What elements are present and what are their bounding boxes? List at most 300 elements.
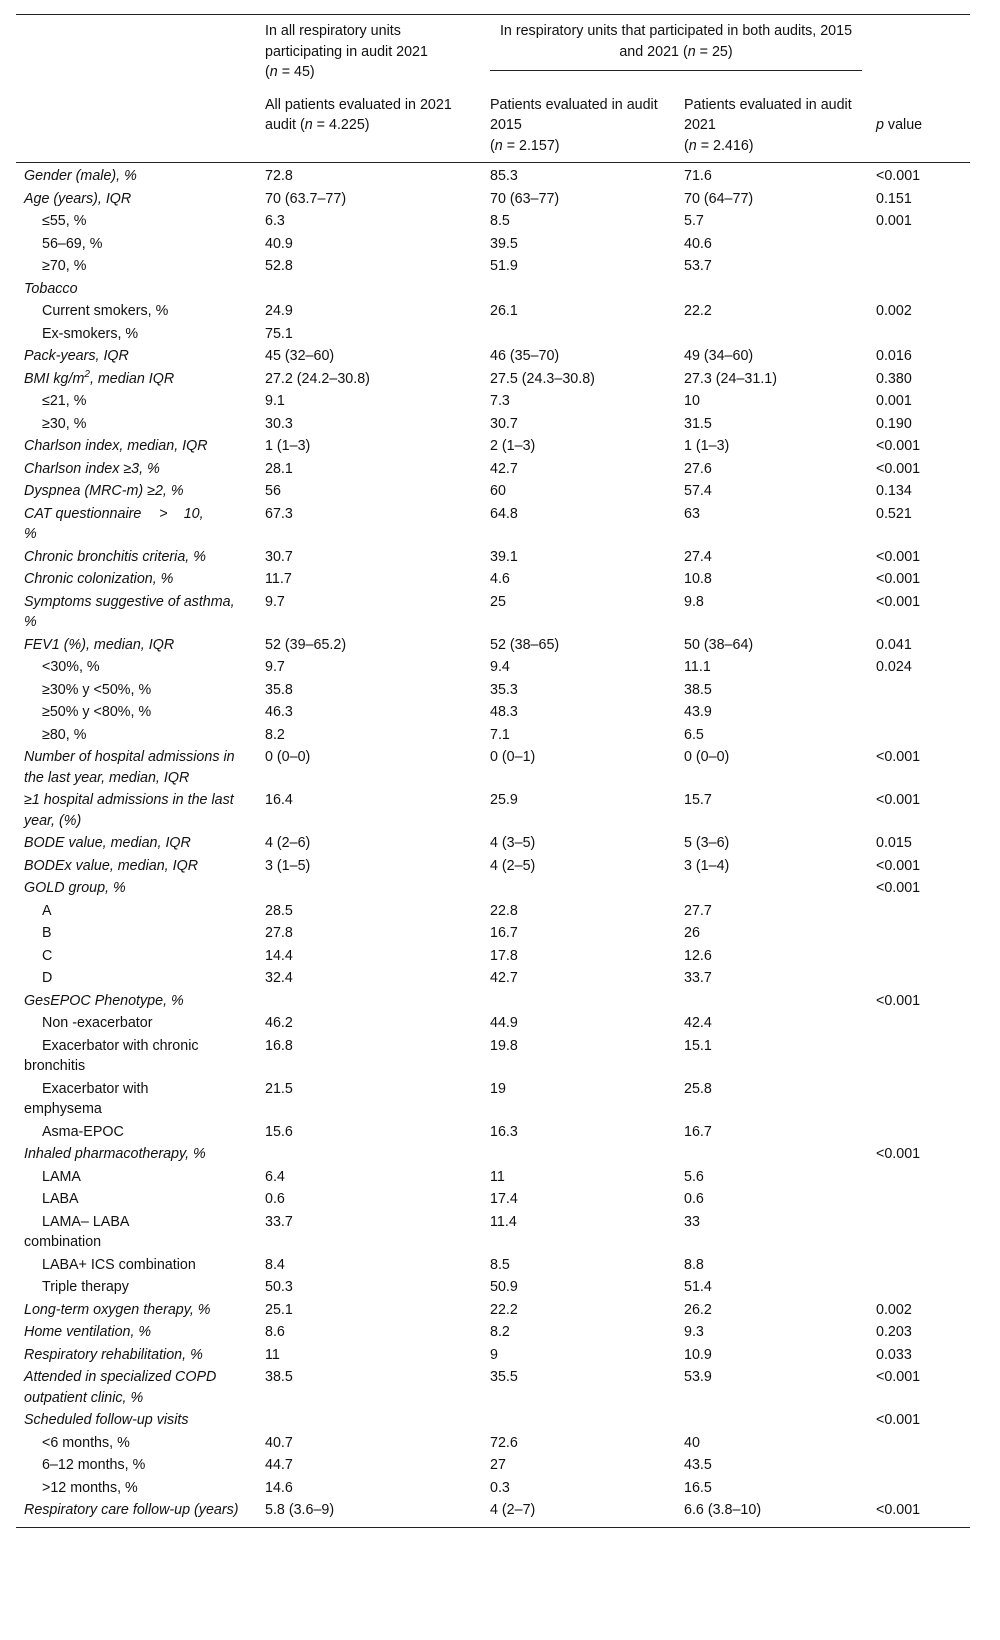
p-value: <0.001	[876, 460, 921, 477]
value-all-2021	[257, 1143, 482, 1166]
table-row	[16, 877, 970, 900]
value-audit-2021: 27.4	[684, 548, 712, 565]
p-value	[868, 1012, 970, 1035]
label-part: Exacerbator with	[42, 1080, 149, 1097]
value-audit-2021: 10	[684, 393, 700, 409]
value-audit-2015: 16.7	[490, 925, 518, 941]
table-row	[16, 746, 970, 789]
value-audit-2021: 6.5	[684, 726, 704, 743]
header-n-italic: n	[269, 64, 278, 80]
row-label: ≥70, %	[42, 258, 87, 274]
table-row	[16, 323, 970, 346]
value-audit-2015: 4 (3–5)	[490, 835, 536, 851]
row-label: Scheduled follow-up visits	[24, 1412, 189, 1428]
value-all-2021: 72.8	[265, 168, 293, 184]
row-label: GesEPOC Phenotype, %	[24, 992, 184, 1009]
table-header	[16, 15, 970, 163]
value-audit-2021: 26	[684, 925, 700, 941]
table-row	[16, 990, 970, 1013]
value-audit-2021: 0.6	[684, 1191, 704, 1207]
p-value: <0.001	[876, 880, 921, 896]
value-all-2021: 14.6	[265, 1479, 293, 1496]
value-audit-2015: 7.1	[490, 726, 510, 743]
table-row	[16, 789, 970, 832]
row-label	[16, 1078, 257, 1121]
value-all-2021: 16.4	[265, 792, 293, 808]
row-label: Charlson index, median, IQR	[24, 438, 208, 454]
p-value	[868, 1121, 970, 1144]
value-all-2021: 45 (32–60)	[265, 348, 335, 364]
table-row	[16, 1454, 970, 1477]
p-value	[868, 255, 970, 278]
table-row	[16, 591, 970, 634]
value-all-2021	[257, 877, 482, 900]
value-audit-2021: 9.3	[684, 1324, 704, 1340]
value-audit-2015	[482, 1409, 676, 1432]
value-all-2021: 38.5	[265, 1369, 293, 1385]
table-row	[16, 368, 970, 391]
header-paren: (	[265, 64, 270, 80]
value-audit-2021: 53.9	[684, 1369, 712, 1385]
p-value	[868, 701, 970, 724]
header-n-value: = 45)	[277, 64, 315, 80]
row-label: Chronic bronchitis criteria, %	[24, 548, 206, 565]
value-all-2021: 30.3	[265, 415, 293, 432]
value-audit-2015: 9.4	[490, 659, 510, 675]
table-row	[16, 634, 970, 657]
row-label: Dyspnea (MRC-m) ≥2, %	[24, 483, 184, 499]
value-audit-2015	[482, 877, 676, 900]
value-audit-2021: 70 (64–77)	[684, 190, 754, 207]
table-row	[16, 1121, 970, 1144]
header-text: All patients evaluated in 2021 audit (	[265, 96, 452, 133]
value-audit-2021: 71.6	[684, 168, 712, 184]
value-audit-2015: 8.5	[490, 213, 510, 229]
value-all-2021: 8.4	[265, 1256, 285, 1273]
p-value: <0.001	[876, 749, 921, 765]
value-audit-2021: 51.4	[684, 1279, 712, 1295]
value-audit-2015: 17.8	[490, 947, 518, 964]
table-row	[16, 679, 970, 702]
p-value	[868, 278, 970, 301]
label-part: , median IQR	[89, 370, 175, 387]
p-value	[868, 1188, 970, 1211]
header-n-value: = 2.416)	[696, 137, 754, 154]
value-audit-2015: 8.5	[490, 1256, 510, 1273]
table-row	[16, 278, 970, 301]
value-audit-2021: 49 (34–60)	[684, 348, 754, 364]
row-label: ≤21, %	[42, 393, 87, 409]
table-row	[16, 1078, 970, 1121]
p-value	[868, 233, 970, 256]
value-audit-2015: 35.3	[490, 681, 518, 698]
table-row	[16, 255, 970, 278]
value-audit-2021: 10.9	[684, 1346, 712, 1363]
header-paren: (	[490, 137, 495, 154]
value-audit-2015: 39.5	[490, 235, 518, 252]
value-all-2021: 21.5	[265, 1080, 293, 1097]
value-all-2021: 28.1	[265, 460, 293, 477]
value-audit-2015: 4.6	[490, 571, 510, 587]
row-label: Asma-EPOC	[42, 1123, 124, 1140]
value-audit-2021	[676, 990, 868, 1013]
header-n-value: = 2.157)	[502, 137, 560, 154]
value-audit-2021: 5 (3–6)	[684, 835, 730, 851]
value-all-2021: 32.4	[265, 970, 293, 986]
value-all-2021: 9.7	[265, 593, 285, 610]
value-audit-2015: 26.1	[490, 303, 518, 319]
value-all-2021	[257, 278, 482, 301]
value-all-2021: 50.3	[265, 1279, 293, 1295]
row-label: ≤55, %	[42, 213, 87, 229]
p-value: <0.001	[876, 992, 921, 1009]
value-all-2021: 46.3	[265, 704, 293, 720]
value-all-2021: 56	[265, 483, 281, 499]
row-label: ≥80, %	[42, 726, 87, 743]
value-all-2021: 6.3	[265, 213, 285, 229]
value-all-2021: 25.1	[265, 1301, 293, 1318]
value-audit-2021: 15.7	[684, 792, 712, 808]
row-label	[16, 503, 257, 546]
value-all-2021: 24.9	[265, 303, 293, 319]
value-audit-2015: 2 (1–3)	[490, 438, 536, 454]
value-audit-2021: 57.4	[684, 483, 712, 499]
value-audit-2015	[482, 278, 676, 301]
p-value: 0.041	[876, 636, 912, 653]
table-row	[16, 1166, 970, 1189]
row-label: B	[42, 925, 52, 941]
value-audit-2021: 40.6	[684, 235, 712, 252]
value-all-2021: 3 (1–5)	[265, 857, 311, 874]
p-value: <0.001	[876, 1369, 921, 1385]
value-audit-2021: 3 (1–4)	[684, 857, 730, 874]
label-part: CAT questionnaire	[24, 505, 142, 522]
value-audit-2021	[676, 278, 868, 301]
value-all-2021: 9.7	[265, 659, 285, 675]
value-audit-2015: 39.1	[490, 548, 518, 565]
p-value: <0.001	[876, 792, 921, 808]
row-label: ≥30, %	[42, 415, 87, 432]
value-audit-2021: 27.7	[684, 902, 712, 919]
table-row	[16, 546, 970, 569]
row-label: BODEx value, median, IQR	[24, 857, 199, 874]
value-audit-2015: 9	[490, 1346, 498, 1363]
p-value	[868, 1078, 970, 1121]
row-label: Current smokers, %	[42, 303, 169, 319]
p-value	[868, 1454, 970, 1477]
value-all-2021: 11	[265, 1346, 280, 1363]
value-audit-2021	[676, 1409, 868, 1432]
row-label: <6 months, %	[42, 1434, 130, 1451]
table-row	[16, 1188, 970, 1211]
header-value-text: value	[883, 117, 923, 133]
value-all-2021: 27.2 (24.2–30.8)	[265, 370, 370, 387]
row-label	[16, 1211, 257, 1254]
value-audit-2015: 19.8	[490, 1037, 518, 1054]
header-n-italic: n	[304, 117, 313, 133]
value-all-2021: 6.4	[265, 1168, 285, 1185]
label-superscript: 2	[84, 368, 90, 380]
value-all-2021: 11.7	[265, 571, 292, 587]
value-audit-2021: 0 (0–0)	[684, 749, 730, 765]
value-audit-2015: 19	[490, 1080, 506, 1097]
value-audit-2021: 40	[684, 1434, 700, 1451]
value-audit-2015: 64.8	[490, 505, 518, 522]
header-patients-2021	[676, 91, 868, 163]
value-all-2021: 4 (2–6)	[265, 835, 311, 851]
value-audit-2015: 7.3	[490, 393, 510, 409]
value-audit-2015: 44.9	[490, 1015, 518, 1031]
value-audit-2021: 9.8	[684, 593, 704, 610]
value-all-2021: 44.7	[265, 1457, 293, 1473]
value-audit-2021: 26.2	[684, 1301, 712, 1318]
value-audit-2021	[676, 323, 868, 346]
row-label: Long-term oxygen therapy, %	[24, 1301, 211, 1318]
value-all-2021: 14.4	[265, 947, 293, 964]
row-label: FEV1 (%), median, IQR	[24, 636, 175, 653]
value-audit-2015: 11.4	[490, 1213, 517, 1230]
value-audit-2015: 25	[490, 593, 506, 610]
value-all-2021: 33.7	[265, 1213, 293, 1230]
p-value: 0.002	[876, 1301, 912, 1318]
label-part: BMI kg/m	[24, 370, 85, 387]
table-row	[16, 1035, 970, 1078]
value-audit-2015: 4 (2–5)	[490, 857, 536, 874]
p-value: 0.001	[876, 393, 912, 409]
row-label: >12 months, %	[42, 1479, 138, 1496]
value-audit-2015: 8.2	[490, 1324, 510, 1340]
value-all-2021: 0 (0–0)	[265, 749, 311, 765]
p-value	[868, 1254, 970, 1277]
label-part: >	[159, 505, 168, 522]
table-row	[16, 724, 970, 747]
value-all-2021: 27.8	[265, 925, 293, 941]
p-value: <0.001	[876, 571, 921, 587]
value-audit-2015: 0 (0–1)	[490, 749, 536, 765]
p-value: <0.001	[876, 857, 921, 874]
value-audit-2021: 1 (1–3)	[684, 438, 730, 454]
row-label	[16, 1035, 257, 1078]
header-empty-cell	[868, 15, 970, 91]
value-all-2021: 30.7	[265, 548, 293, 565]
value-audit-2021: 16.5	[684, 1479, 712, 1496]
table-row	[16, 1344, 970, 1367]
value-all-2021: 1 (1–3)	[265, 438, 311, 454]
table-row	[16, 1143, 970, 1166]
value-audit-2015: 27.5 (24.3–30.8)	[490, 370, 595, 387]
header-group-all-units-text: In all respiratory units participating in audit 2021	[265, 23, 428, 60]
row-label: 6–12 months, %	[42, 1457, 146, 1473]
value-audit-2015: 30.7	[490, 415, 518, 432]
p-value: <0.001	[876, 548, 921, 565]
value-all-2021: 15.6	[265, 1123, 293, 1140]
table-row	[16, 1477, 970, 1500]
table-body	[16, 163, 970, 1528]
value-audit-2021: 12.6	[684, 947, 712, 964]
header-group-both-text: In respiratory units that participated in both audits, 2015 and 2021 (	[499, 23, 853, 60]
label-part: %	[24, 526, 37, 542]
row-label: Non -exacerbator	[42, 1015, 153, 1031]
p-value: <0.001	[876, 1412, 921, 1428]
p-value: 0.380	[876, 370, 912, 387]
p-value	[868, 1035, 970, 1078]
value-audit-2021: 31.5	[684, 415, 712, 432]
value-audit-2015: 85.3	[490, 168, 518, 184]
value-all-2021: 9.1	[265, 393, 285, 409]
value-audit-2015: 50.9	[490, 1279, 518, 1295]
row-label: Age (years), IQR	[24, 190, 132, 207]
row-label: LABA+ ICS combination	[42, 1256, 196, 1273]
row-label: Attended in specialized COPD outpatient clinic, %	[24, 1369, 217, 1406]
row-label: Number of hospital admissions in the last year, median, IQR	[24, 749, 235, 786]
value-all-2021: 52.8	[265, 258, 293, 274]
value-all-2021: 52 (39–65.2)	[265, 636, 347, 653]
table-row	[16, 656, 970, 679]
value-audit-2015: 27	[490, 1457, 506, 1473]
row-label: GOLD group, %	[24, 880, 126, 896]
p-value	[868, 1432, 970, 1455]
value-audit-2015: 52 (38–65)	[490, 636, 560, 653]
value-audit-2021: 53.7	[684, 258, 712, 274]
p-value	[868, 679, 970, 702]
p-value	[868, 922, 970, 945]
header-text: Patients evaluated in audit 2015	[490, 96, 658, 133]
p-value	[868, 1211, 970, 1254]
value-audit-2021: 5.6	[684, 1168, 704, 1185]
table-row	[16, 967, 970, 990]
row-label: ≥50% y <80%, %	[42, 704, 152, 720]
p-value	[868, 1276, 970, 1299]
label-part: combination	[24, 1234, 102, 1250]
table-row	[16, 1299, 970, 1322]
table-row	[16, 1366, 970, 1409]
table-row	[16, 1254, 970, 1277]
table-row	[16, 1276, 970, 1299]
header-paren: (	[684, 137, 689, 154]
value-audit-2021: 16.7	[684, 1123, 712, 1140]
header-p-value	[868, 91, 970, 163]
p-value: 0.203	[876, 1324, 912, 1340]
table-row	[16, 1499, 970, 1527]
table-row	[16, 568, 970, 591]
header-empty-cell	[16, 91, 257, 163]
value-audit-2021	[676, 1143, 868, 1166]
header-text: Patients evaluated in audit 2021	[684, 96, 852, 133]
value-audit-2015: 25.9	[490, 792, 518, 808]
value-all-2021: 40.7	[265, 1434, 293, 1451]
label-part: bronchitis	[24, 1058, 86, 1074]
table-row	[16, 922, 970, 945]
row-label: LABA	[42, 1191, 79, 1207]
row-label: Triple therapy	[42, 1279, 129, 1295]
table-row	[16, 345, 970, 368]
value-audit-2015: 4 (2–7)	[482, 1499, 676, 1527]
value-audit-2021: 50 (38–64)	[684, 636, 754, 653]
p-value: 0.190	[876, 415, 912, 432]
p-value: <0.001	[876, 1146, 921, 1162]
table-row	[16, 210, 970, 233]
row-label	[16, 368, 257, 391]
value-all-2021: 8.6	[265, 1324, 285, 1340]
value-audit-2021: 25.8	[684, 1080, 712, 1097]
value-audit-2021: 38.5	[684, 681, 712, 698]
value-audit-2015: 16.3	[490, 1123, 518, 1140]
row-label: Gender (male), %	[24, 168, 137, 184]
value-audit-2021: 33.7	[684, 970, 712, 986]
value-audit-2015	[482, 990, 676, 1013]
value-audit-2015: 48.3	[490, 704, 518, 720]
header-n-italic: n	[687, 43, 696, 60]
p-value	[868, 1477, 970, 1500]
label-part: LAMA– LABA	[42, 1213, 130, 1230]
row-label: LAMA	[42, 1168, 81, 1185]
value-audit-2021: 8.8	[684, 1256, 704, 1273]
table-row	[16, 458, 970, 481]
value-audit-2015: 0.3	[490, 1479, 510, 1496]
value-audit-2015: 42.7	[490, 970, 518, 986]
p-value: <0.001	[876, 168, 921, 184]
row-label: A	[42, 902, 52, 919]
row-label: Charlson index ≥3, %	[24, 460, 160, 477]
header-all-patients-2021	[257, 91, 482, 163]
p-value: 0.016	[876, 348, 912, 364]
row-label: C	[42, 947, 53, 964]
table-row	[16, 945, 970, 968]
row-label: D	[42, 970, 53, 986]
table-row	[16, 233, 970, 256]
table-row	[16, 832, 970, 855]
p-value	[868, 724, 970, 747]
table-row	[16, 1321, 970, 1344]
value-all-2021	[257, 990, 482, 1013]
value-audit-2021: 43.9	[684, 704, 712, 720]
header-group-both-audits-text	[490, 21, 862, 71]
header-n-italic: n	[494, 137, 503, 154]
value-audit-2015: 22.2	[490, 1301, 518, 1318]
value-audit-2015: 60	[490, 483, 506, 499]
row-label: BODE value, median, IQR	[24, 835, 191, 851]
value-all-2021: 16.8	[265, 1037, 293, 1054]
row-label: Pack-years, IQR	[24, 348, 129, 364]
value-audit-2015: 46 (35–70)	[490, 348, 560, 364]
value-all-2021: 5.8 (3.6–9)	[257, 1499, 482, 1527]
value-audit-2015: 11	[490, 1168, 505, 1185]
value-audit-2021: 10.8	[684, 571, 712, 587]
p-value	[868, 1166, 970, 1189]
header-group-all-units	[257, 15, 482, 91]
value-audit-2015	[482, 323, 676, 346]
p-value	[868, 323, 970, 346]
table-row	[16, 188, 970, 211]
row-label: Home ventilation, %	[24, 1324, 152, 1340]
p-value: 0.024	[876, 659, 912, 675]
copd-audit-comparison-table	[16, 14, 970, 1528]
table-row	[16, 413, 970, 436]
table-row	[16, 503, 970, 546]
value-all-2021: 75.1	[265, 325, 293, 342]
value-audit-2021	[676, 877, 868, 900]
value-audit-2015	[482, 1143, 676, 1166]
value-audit-2021: 22.2	[684, 303, 712, 319]
value-audit-2021: 11.1	[684, 659, 711, 675]
row-label: Tobacco	[24, 280, 78, 297]
p-value: <0.001	[876, 438, 921, 454]
header-p-italic: p	[876, 117, 884, 133]
label-part: Exacerbator with chronic	[42, 1037, 199, 1054]
header-n-italic: n	[688, 137, 697, 154]
value-all-2021: 70 (63.7–77)	[265, 190, 347, 207]
table-row	[16, 701, 970, 724]
